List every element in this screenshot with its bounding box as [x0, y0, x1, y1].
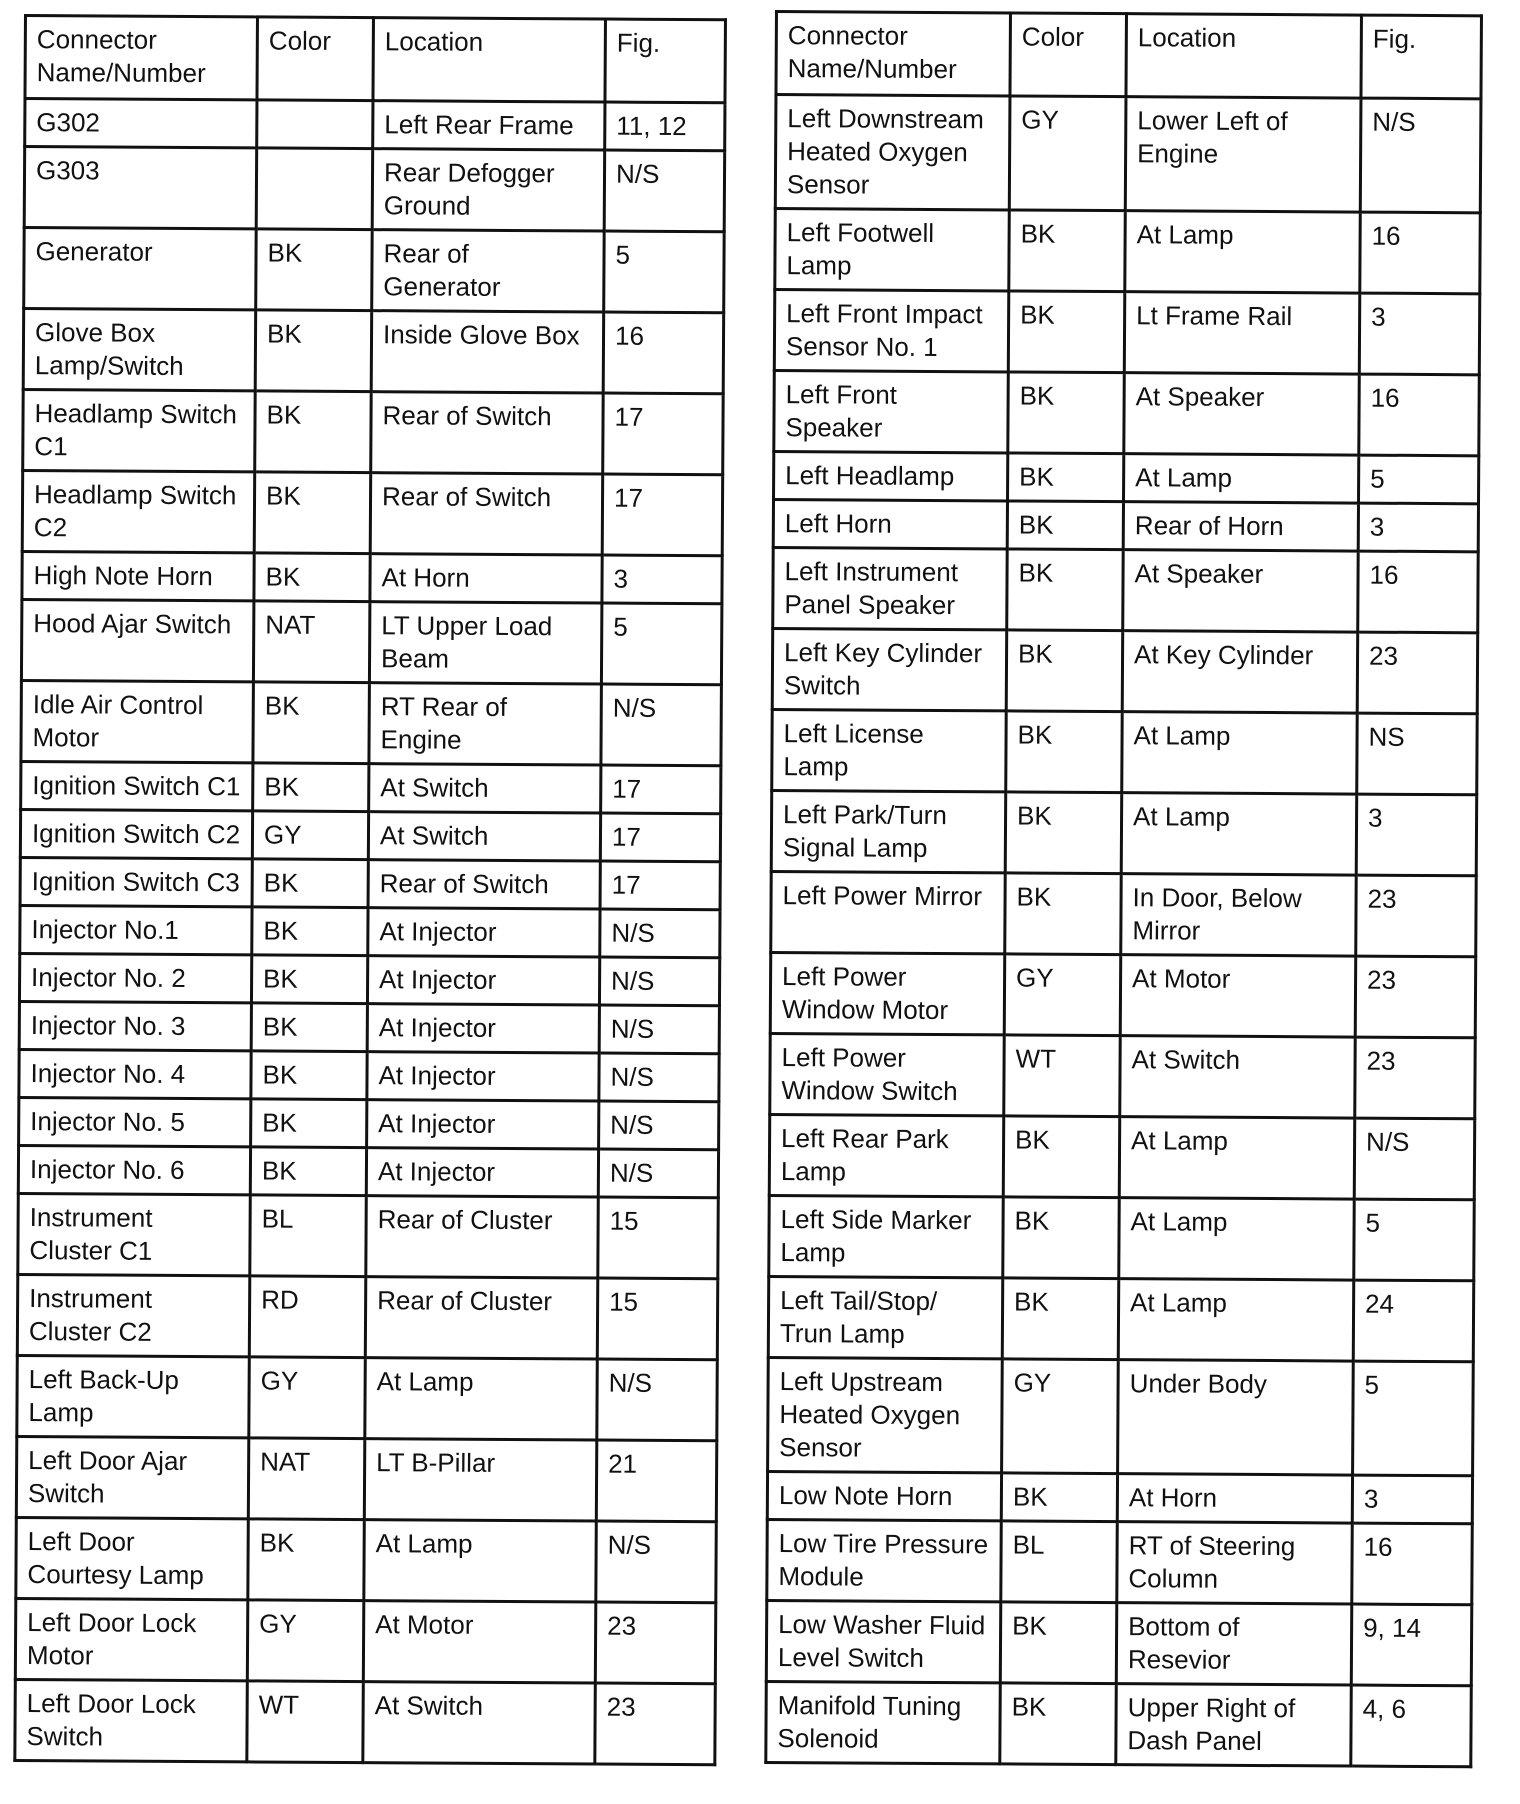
cell-color: BK	[1005, 792, 1121, 874]
cell-connector-name: Left Upstream Heated Oxygen Sensor	[768, 1357, 1003, 1472]
cell-color: BK	[252, 859, 368, 908]
cell-connector-name: Left Park/Turn Signal Lamp	[771, 790, 1005, 872]
table-row	[19, 1097, 719, 1149]
cell-location: At Lamp	[1124, 454, 1359, 503]
cell-color: BK	[1003, 1116, 1119, 1198]
cell-color: BK	[1008, 372, 1124, 454]
cell-fig: N/S	[1354, 1118, 1474, 1200]
cell-location: Lt Frame Rail	[1124, 292, 1359, 374]
table-row	[769, 1195, 1474, 1280]
cell-connector-name: Left Power Window Motor	[770, 952, 1004, 1034]
table-row	[20, 857, 720, 909]
cell-connector-name: Instrument Cluster C1	[18, 1193, 250, 1275]
table-row	[23, 390, 723, 475]
cell-color: BK	[254, 472, 370, 554]
cell-fig: 17	[601, 765, 721, 814]
cell-fig: 16	[1358, 551, 1478, 633]
cell-connector-name: Instrument Cluster C2	[17, 1274, 249, 1356]
cell-color: BK	[1005, 873, 1121, 955]
cell-connector-name: Injector No. 5	[19, 1097, 251, 1146]
cell-fig: 3	[1359, 293, 1479, 375]
cell-fig: N/S	[597, 1359, 717, 1441]
cell-fig: N/S	[599, 1101, 719, 1150]
cell-fig: N/S	[600, 909, 720, 958]
cell-color: GY	[1002, 1359, 1119, 1474]
cell-color: BK	[1006, 630, 1122, 712]
cell-color: BK	[1006, 711, 1122, 793]
table-row	[21, 761, 721, 813]
cell-color: GY	[1009, 96, 1126, 211]
table-row	[19, 1049, 719, 1101]
cell-connector-name: Left Front Speaker	[774, 371, 1008, 453]
table-row	[15, 1679, 715, 1764]
cell-fig: 23	[1357, 632, 1477, 714]
cell-color: BK	[1003, 1197, 1119, 1279]
table-row	[772, 628, 1477, 713]
header-color: Color	[257, 17, 374, 101]
cell-color: GY	[247, 1600, 363, 1682]
cell-fig: 3	[602, 555, 722, 604]
table-row	[20, 809, 720, 861]
table-row	[21, 599, 721, 684]
cell-fig: 5	[1354, 1199, 1474, 1281]
cell-color: BK	[252, 907, 368, 956]
table-header-row	[25, 16, 725, 103]
cell-fig: NS	[1357, 713, 1477, 795]
cell-location: At Motor	[1120, 955, 1355, 1037]
table-row	[25, 99, 725, 151]
cell-location: Rear of Switch	[368, 860, 600, 909]
cell-color: BK	[251, 1051, 367, 1100]
cell-color: BK	[251, 1099, 367, 1148]
header-color: Color	[1010, 13, 1127, 97]
cell-color: BK	[1001, 1473, 1117, 1522]
cell-connector-name: G302	[25, 99, 257, 148]
table-row	[768, 1276, 1473, 1361]
cell-fig: 3	[1356, 794, 1476, 876]
cell-fig: 23	[1355, 956, 1475, 1038]
cell-fig: N/S	[598, 1149, 718, 1198]
cell-connector-name: Injector No.1	[20, 905, 252, 954]
cell-fig: 17	[602, 474, 722, 556]
cell-location: Bottom of Resevior	[1116, 1603, 1351, 1685]
cell-color: RD	[249, 1276, 365, 1358]
cell-location: In Door, Below Mirror	[1121, 874, 1356, 956]
cell-connector-name: Ignition Switch C3	[20, 857, 252, 906]
table-row	[15, 1598, 715, 1683]
table-row	[24, 228, 724, 313]
cell-connector-name: Left Key Cylinder Switch	[772, 628, 1006, 710]
cell-fig: 23	[595, 1683, 715, 1765]
cell-color: BK	[1000, 1602, 1116, 1684]
table-row	[774, 290, 1479, 375]
cell-location: At Lamp	[365, 1358, 597, 1440]
cell-location: At Switch	[363, 1682, 595, 1764]
cell-connector-name: Left Door Ajar Switch	[16, 1436, 248, 1518]
table-row	[774, 452, 1479, 504]
cell-connector-name: Left License Lamp	[772, 709, 1006, 791]
cell-fig: N/S	[604, 150, 724, 232]
cell-connector-name: Left Tail/Stop/ Trun Lamp	[768, 1276, 1002, 1358]
cell-location: Lower Left of Engine	[1125, 97, 1361, 212]
cell-fig: N/S	[599, 957, 719, 1006]
cell-connector-name: Left Power Window Switch	[770, 1033, 1004, 1115]
cell-location: At Speaker	[1124, 373, 1359, 455]
cell-color: BK	[255, 391, 371, 473]
cell-connector-name: Idle Air Control Motor	[21, 680, 253, 762]
cell-location: At Speaker	[1123, 550, 1358, 632]
table-row	[766, 1681, 1471, 1766]
cell-connector-name: Injector No. 6	[18, 1145, 250, 1194]
table-row	[769, 1114, 1474, 1199]
cell-location: RT of Steering Column	[1117, 1522, 1352, 1604]
table-row	[770, 952, 1475, 1037]
cell-color: BK	[256, 229, 372, 311]
table-body-left	[15, 99, 725, 1765]
cell-location: At Injector	[367, 1100, 599, 1149]
cell-color: BK	[250, 1147, 366, 1196]
header-location: Location	[373, 18, 606, 102]
cell-connector-name: Manifold Tuning Solenoid	[766, 1681, 1000, 1763]
table-row	[16, 1517, 716, 1602]
cell-color: GY	[1004, 954, 1120, 1036]
cell-fig: 3	[1358, 503, 1478, 552]
cell-color: BL	[1001, 1521, 1117, 1603]
table-row	[23, 309, 723, 394]
cell-fig: 24	[1353, 1280, 1473, 1362]
cell-location: At Lamp	[1119, 1198, 1354, 1280]
cell-connector-name: Left Instrument Panel Speaker	[773, 547, 1007, 629]
cell-connector-name: Left Front Impact Sensor No. 1	[774, 290, 1008, 372]
cell-location: Rear Defogger Ground	[372, 149, 604, 231]
cell-color: NAT	[253, 601, 369, 683]
cell-location: LT B-Pillar	[364, 1439, 596, 1521]
table-row	[771, 871, 1476, 956]
cell-location: RT Rear of Engine	[369, 683, 601, 765]
cell-location: LT Upper Load Beam	[369, 602, 601, 684]
table-body-right	[766, 95, 1481, 1767]
cell-connector-name: G303	[24, 147, 256, 229]
cell-color: GY	[249, 1357, 365, 1439]
header-connector-name: Connector Name/Number	[25, 16, 258, 100]
cell-location: At Injector	[366, 1148, 598, 1197]
cell-fig: 9, 14	[1351, 1604, 1471, 1686]
cell-fig: 16	[603, 312, 723, 394]
cell-connector-name: Glove Box Lamp/Switch	[23, 309, 255, 391]
cell-location: At Injector	[367, 1004, 599, 1053]
cell-fig: N/S	[599, 1005, 719, 1054]
cell-location: At Switch	[1120, 1036, 1355, 1118]
cell-location: Rear of Generator	[372, 230, 604, 312]
cell-location: Under Body	[1118, 1360, 1354, 1475]
cell-fig: 23	[1355, 1037, 1475, 1119]
table-row	[775, 209, 1480, 294]
table-row	[24, 147, 724, 232]
cell-location: At Horn	[370, 554, 602, 603]
cell-location: Upper Right of Dash Panel	[1116, 1684, 1351, 1766]
cell-connector-name: Left Headlamp	[774, 452, 1008, 501]
cell-location: At Horn	[1117, 1474, 1352, 1523]
cell-location: At Lamp	[1125, 211, 1360, 293]
cell-fig: N/S	[599, 1053, 719, 1102]
cell-location: Left Rear Frame	[373, 101, 605, 150]
cell-connector-name: Left Back-Up Lamp	[17, 1355, 249, 1437]
cell-color: BK	[1008, 453, 1124, 502]
cell-location: At Motor	[363, 1601, 595, 1683]
connector-table-left	[13, 14, 727, 1766]
cell-color: BK	[1009, 210, 1125, 292]
cell-color: BL	[250, 1195, 366, 1277]
header-connector-name: Connector Name/Number	[776, 12, 1011, 96]
cell-connector-name: Headlamp Switch C1	[23, 390, 255, 472]
cell-location: At Lamp	[1119, 1117, 1354, 1199]
cell-connector-name: Left Door Lock Switch	[15, 1679, 247, 1761]
cell-connector-name: Left Door Lock Motor	[15, 1598, 247, 1680]
table-row	[768, 1357, 1474, 1475]
cell-color	[256, 148, 372, 230]
table-row	[16, 1436, 716, 1521]
cell-color: WT	[247, 1681, 363, 1763]
cell-location: At Injector	[368, 908, 600, 957]
table-row	[774, 371, 1479, 456]
cell-fig: 15	[598, 1197, 718, 1279]
cell-color: BK	[1008, 291, 1124, 373]
table-row	[21, 680, 721, 765]
cell-location: At Lamp	[1121, 793, 1356, 875]
cell-color: BK	[254, 553, 370, 602]
table-row	[775, 95, 1481, 213]
cell-connector-name: Left Horn	[773, 500, 1007, 549]
cell-fig: 16	[1360, 212, 1480, 294]
cell-fig: 17	[603, 393, 723, 475]
cell-connector-name: Left Downstream Heated Oxygen Sensor	[775, 95, 1010, 210]
cell-location: Rear of Cluster	[365, 1277, 597, 1359]
cell-location: Rear of Cluster	[366, 1196, 598, 1278]
cell-color: BK	[1000, 1683, 1116, 1765]
cell-connector-name: Injector No. 4	[19, 1049, 251, 1098]
cell-connector-name: Headlamp Switch C2	[22, 471, 254, 553]
cell-fig: N/S	[601, 684, 721, 766]
cell-color: BK	[253, 682, 369, 764]
table-row	[17, 1274, 717, 1359]
table-row	[20, 905, 720, 957]
cell-color: BK	[253, 763, 369, 812]
header-location: Location	[1126, 14, 1362, 98]
cell-fig: 16	[1352, 1523, 1472, 1605]
cell-location: At Lamp	[364, 1520, 596, 1602]
cell-fig: 4, 6	[1351, 1685, 1471, 1767]
table-row	[767, 1519, 1472, 1604]
cell-color: BK	[251, 955, 367, 1004]
cell-location: Rear of Switch	[370, 473, 602, 555]
cell-fig: 15	[597, 1278, 717, 1360]
cell-color: BK	[251, 1003, 367, 1052]
cell-fig: 16	[1359, 374, 1479, 456]
cell-fig: 17	[600, 861, 720, 910]
cell-location: At Injector	[367, 1052, 599, 1101]
cell-connector-name: Left Footwell Lamp	[775, 209, 1009, 291]
table-row	[18, 1145, 718, 1197]
cell-location: At Injector	[367, 956, 599, 1005]
cell-connector-name: Left Side Marker Lamp	[769, 1195, 1003, 1277]
cell-location: Inside Glove Box	[371, 311, 603, 393]
cell-location: At Lamp	[1118, 1279, 1353, 1361]
cell-color: GY	[252, 811, 368, 860]
cell-color: WT	[1004, 1035, 1120, 1117]
cell-color: BK	[255, 310, 371, 392]
table-row	[770, 1033, 1475, 1118]
cell-fig: 23	[1356, 875, 1476, 957]
cell-color	[257, 100, 373, 149]
cell-connector-name: Generator	[24, 228, 256, 310]
cell-color: BK	[248, 1519, 364, 1601]
cell-location: Rear of Horn	[1123, 502, 1358, 551]
table-row	[19, 953, 719, 1005]
cell-connector-name: Ignition Switch C2	[20, 809, 252, 858]
connector-table-right	[764, 10, 1483, 1768]
cell-fig: 23	[595, 1602, 715, 1684]
cell-connector-name: Injector No. 3	[19, 1001, 251, 1050]
cell-connector-name: Low Tire Pressure Module	[767, 1519, 1001, 1601]
cell-fig: 21	[596, 1440, 716, 1522]
table-row	[772, 709, 1477, 794]
cell-fig: N/S	[1360, 98, 1481, 213]
cell-color: BK	[1007, 549, 1123, 631]
cell-connector-name: Left Door Courtesy Lamp	[16, 1517, 248, 1599]
table-row	[22, 551, 722, 603]
cell-connector-name: Ignition Switch C1	[21, 761, 253, 810]
cell-connector-name: Left Power Mirror	[771, 871, 1005, 953]
cell-connector-name: High Note Horn	[22, 551, 254, 600]
header-fig: Fig.	[1361, 15, 1482, 99]
table-row	[19, 1001, 719, 1053]
cell-connector-name: Low Note Horn	[767, 1471, 1001, 1520]
cell-location: At Switch	[368, 812, 600, 861]
cell-location: At Switch	[369, 764, 601, 813]
cell-fig: 5	[1353, 1361, 1474, 1476]
cell-fig: 11, 12	[605, 102, 725, 151]
table-row	[773, 500, 1478, 552]
table-row	[773, 547, 1478, 632]
cell-connector-name: Hood Ajar Switch	[21, 599, 253, 681]
cell-fig: 17	[600, 813, 720, 862]
cell-fig: N/S	[596, 1521, 716, 1603]
cell-color: NAT	[248, 1438, 364, 1520]
cell-location: At Lamp	[1122, 712, 1357, 794]
cell-connector-name: Injector No. 2	[19, 953, 251, 1002]
cell-connector-name: Left Rear Park Lamp	[769, 1114, 1003, 1196]
table-header-row	[776, 12, 1481, 99]
cell-fig: 5	[1358, 455, 1478, 504]
cell-color: BK	[1002, 1278, 1118, 1360]
cell-fig: 5	[601, 603, 721, 685]
cell-location: At Key Cylinder	[1122, 631, 1357, 713]
cell-color: BK	[1007, 501, 1123, 550]
cell-fig: 5	[604, 231, 724, 313]
cell-location: Rear of Switch	[371, 392, 603, 474]
table-row	[22, 471, 722, 556]
cell-connector-name: Low Washer Fluid Level Switch	[766, 1600, 1000, 1682]
table-row	[18, 1193, 718, 1278]
table-row	[771, 790, 1476, 875]
table-row	[766, 1600, 1471, 1685]
header-fig: Fig.	[605, 19, 726, 103]
cell-fig: 3	[1352, 1475, 1472, 1524]
table-row	[17, 1355, 717, 1440]
table-row	[767, 1471, 1472, 1523]
